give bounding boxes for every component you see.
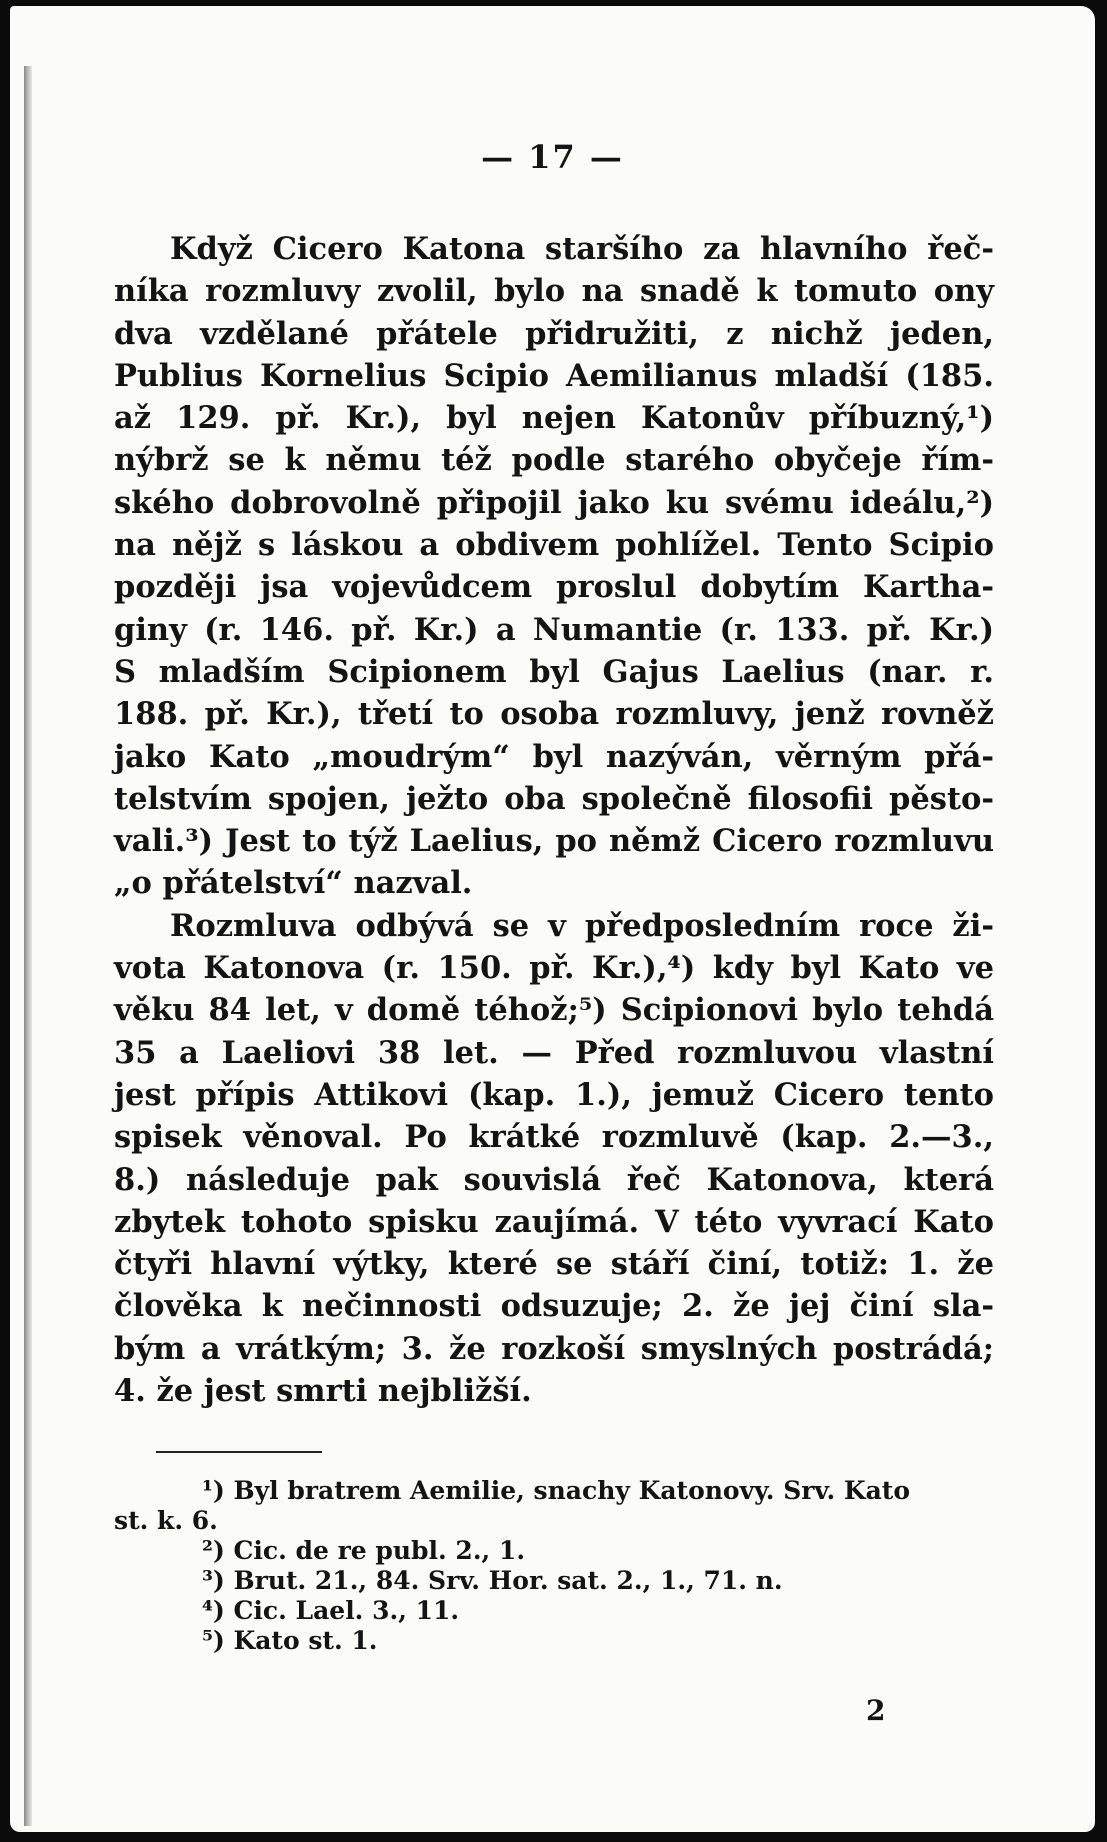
footnote-2: ²) Cic. de re publ. 2., 1. <box>202 1536 526 1565</box>
text-line: giny (r. 146. př. Kr.) a Numantie (r. 133. př. Kr.) <box>114 611 994 648</box>
footnotes <box>114 1476 994 1656</box>
text-line: člověka k nečinnosti odsuzuje; 2. že jej činí sla- <box>114 1288 994 1325</box>
text-line: spisek věnoval. Po krátké rozmluvě (kap. 2.—3., <box>114 1119 994 1156</box>
text-line: věku 84 let, v domě téhož;⁵) Scipionovi bylo tehdá <box>114 992 994 1029</box>
text-line: ského dobrovolně připojil jako ku svému ideálu,²) <box>114 484 994 521</box>
text-line: Když Cicero Katona staršího za hlavního řeč- <box>170 231 994 267</box>
signature-mark: 2 <box>866 1694 886 1727</box>
text-line: níka rozmluvy zvolil, bylo na snadě k tomuto ony <box>114 273 994 310</box>
footnote-rule <box>156 1451 322 1453</box>
footnote-3: ³) Brut. 21., 84. Srv. Hor. sat. 2., 1., 71. n. <box>202 1566 783 1595</box>
text-line: S mladším Scipionem byl Gajus Laelius (nar. r. <box>114 653 994 690</box>
text-line: dva vzdělané přátele přidružiti, z nichž jeden, <box>114 315 994 352</box>
page-number: — 17 — <box>481 138 624 176</box>
footnote-5: ⁵) Kato st. 1. <box>202 1626 378 1655</box>
text-line: 8.) následuje pak souvislá řeč Katonova, která <box>114 1161 994 1198</box>
text-line: na nějž s láskou a obdivem pohlížel. Tento Scipio <box>114 527 994 564</box>
text-line: zbytek tohoto spisku zaujímá. V této vyvrací Kato <box>114 1203 994 1240</box>
text-line: bým a vrátkým; 3. že rozkoší smyslných postrádá; <box>114 1330 994 1367</box>
text-line: Publius Kornelius Scipio Aemilianus mladší (185. <box>114 357 994 394</box>
text-line: jako Kato „moudrým“ byl nazýván, věrným přá- <box>114 738 994 775</box>
footnote-1-continued: st. k. 6. <box>114 1506 218 1535</box>
text-line: jest přípis Attikovi (kap. 1.), jemuž Cicero tento <box>114 1076 994 1113</box>
book-page <box>10 6 1095 1832</box>
text-line: až 129. př. Kr.), byl nejen Katonův příbuzný,¹) <box>114 400 994 437</box>
text-line: 4. že jest smrti nejbližší. <box>114 1373 532 1410</box>
text-line: vota Katonova (r. 150. př. Kr.),⁴) kdy byl Kato ve <box>114 950 994 987</box>
text-line: později jsa vojevůdcem proslul dobytím Kartha- <box>114 569 994 606</box>
text-line: „o přátelství“ nazval. <box>114 865 473 902</box>
text-line: 35 a Laeliovi 38 let. — Před rozmluvou vlastní <box>114 1034 994 1071</box>
text-line: nýbrž se k němu též podle starého obyčeje řím- <box>114 442 994 479</box>
text-line: 188. př. Kr.), třetí to osoba rozmluvy, jenž rovněž <box>114 696 994 733</box>
text-line: telstvím spojen, ježto oba společně filosofii pěsto- <box>114 780 994 817</box>
page-spine-shadow <box>24 66 32 1826</box>
text-line: vali.³) Jest to týž Laelius, po němž Cicero rozmluvu <box>114 823 994 860</box>
text-line: čtyři hlavní výtky, které se stáří činí, totiž: 1. že <box>114 1246 994 1283</box>
body-text <box>114 228 994 1412</box>
footnote-4: ⁴) Cic. Lael. 3., 11. <box>202 1596 460 1625</box>
text-line: Rozmluva odbývá se v předposledním roce ži- <box>170 907 994 944</box>
footnote-1: ¹) Byl bratrem Aemilie, snachy Katonovy. Srv. Kato <box>202 1476 910 1505</box>
